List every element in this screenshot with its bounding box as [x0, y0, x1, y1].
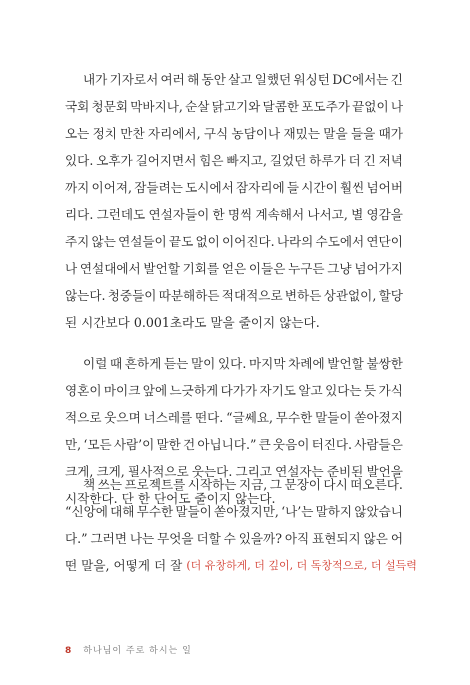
text-line: 이럴 때 흔하게 듣는 말이 있다. 마지막 차례에 발언할 불쌍한	[83, 356, 403, 371]
text-line: 국회 청문회 막바지나, 순살 닭고기와 달콤한 포도주가 끝없이 나	[65, 99, 403, 114]
text-line: 내가 기자로서 여러 해 동안 살고 일했던 워싱턴 DC에서는 긴	[83, 72, 403, 87]
text-line: 적으로 웃으며 너스레를 떤다. “글쎄요, 무수한 말들이 쏟아졌지	[65, 410, 403, 425]
highlighted-text: (더 유창하게, 더 깊이, 더 독창적으로, 더 설득력	[186, 559, 417, 572]
text-line: 않는다. 청중들이 따분해하든 적대적으로 변하든 상관없이, 할당	[65, 288, 403, 303]
text-line: 다.” 그러면 나는 무엇을 더할 수 있을까? 아직 표현되지 않은 어	[65, 531, 403, 546]
paragraph-3	[65, 471, 417, 579]
paragraph-1	[65, 66, 403, 336]
text-line	[65, 552, 417, 579]
running-title: 하나님이 주로 하시는 일	[83, 646, 192, 656]
text-line-black: 떤 말을, 어떻게 더 잘	[65, 558, 183, 573]
text-line: 책 쓰는 프로젝트를 시작하는 지금, 그 문장이 다시 떠오른다.	[83, 477, 403, 492]
text-line: 주지 않는 연설들이 끝도 없이 이어진다. 나라의 수도에서 연단이	[65, 234, 403, 249]
text-line: 만, ‘모든 사람’이 말한 건 아닙니다.” 큰 웃음이 터진다. 사람들은	[65, 437, 403, 452]
text-line: 까지 이어져, 잠들려는 도시에서 잠자리에 들 시간이 훨씬 넘어버	[65, 180, 403, 195]
page-footer	[65, 643, 192, 656]
text-line: “신앙에 대해 무수한 말들이 쏟아졌지만, ‘나’는 말하지 않았습니	[65, 504, 403, 519]
text-line: 영혼이 마이크 앞에 느긋하게 다가가 자기도 알고 있다는 듯 가식	[65, 383, 403, 398]
text-line: 시작한다. 단 한 단어도 줄이지 않는다.	[65, 491, 276, 506]
text-line: 오는 정치 만찬 자리에서, 구식 농담이나 재밌는 말을 들을 때가	[65, 126, 403, 141]
text-line: 있다. 오후가 길어지면서 힘은 빠지고, 길었던 하루가 더 긴 저녁	[65, 153, 403, 168]
text-line: 된 시간보다 0.001초라도 말을 줄이지 않는다.	[65, 315, 320, 330]
page-number: 8	[65, 646, 72, 656]
text-line: 크게, 크게, 필사적으로 웃는다. 그리고 연설자는 준비된 발언을	[65, 464, 403, 479]
text-line: 나 연설대에서 발언할 기회를 얻은 이들은 누구든 그냥 넘어가지	[65, 261, 403, 276]
text-line: 리다. 그런데도 연설자들이 한 명씩 계속해서 나서고, 별 영감을	[65, 207, 403, 222]
